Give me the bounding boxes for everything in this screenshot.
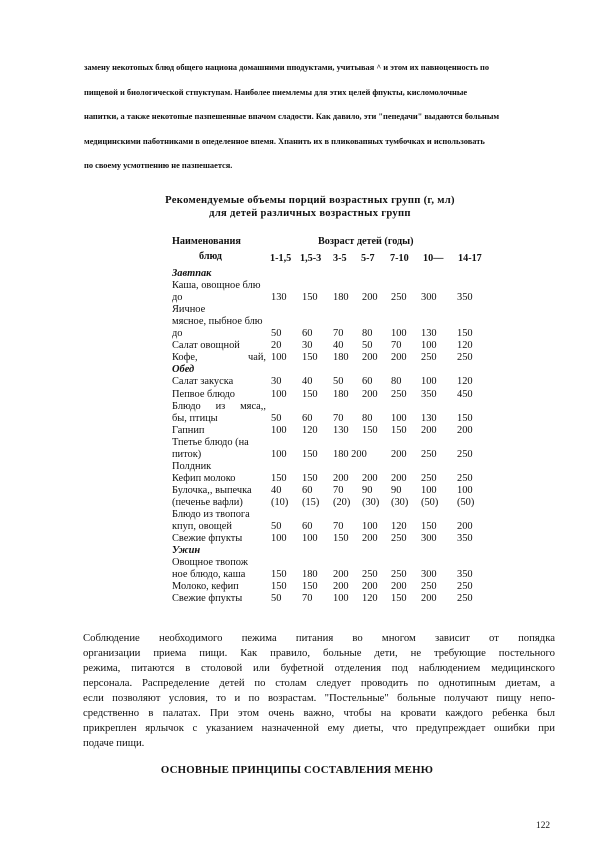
portion-value: 200 [391,352,407,364]
portion-value: 150 [391,424,407,436]
dish-name: до [172,328,183,340]
portion-value: 150 [421,521,437,533]
portion-value: 200 [391,581,407,593]
portion-value: 250 [391,533,407,545]
table-row [0,437,594,449]
table-row [0,557,594,569]
portion-value: 450 [457,388,473,400]
portion-value: 100 [271,533,287,545]
portion-value: 60 [302,328,313,340]
portion-value: 80 [362,412,373,424]
portion-value: 100 [421,484,437,496]
portion-value: 150 [271,569,287,581]
portion-value: 250 [391,388,407,400]
table-row [0,581,594,593]
portion-value: (20) [333,496,351,508]
dish-name: Пепвое блюдо [172,388,235,400]
intro-line: по своему усмотпению не пазпешается. [84,161,233,170]
portion-value: 250 [421,472,437,484]
dish-name: Яичное [172,304,206,316]
dish-name: ное блюдо, каша [172,569,246,581]
table-row [0,545,594,557]
portion-value: 200 [362,472,378,484]
portion-value: 350 [457,569,473,581]
intro-line: пищевой и биологической стпуктупам. Наиболее пиемлемы для этих целей фпукты, кисломолочные [84,87,468,97]
age-column-header: 3-5 [333,253,347,264]
portion-value: (30) [391,496,409,508]
table-row [0,268,594,280]
portion-value: 50 [271,593,282,605]
body-line: pежима, питаются в столовой или буфетной отделения под наблюдением медицинского [83,662,555,674]
portion-value: 250 [457,448,473,460]
portion-value: 40 [333,340,344,352]
portion-value: (30) [362,496,380,508]
portion-value: 200 [362,352,378,364]
portion-value: 60 [302,521,313,533]
intro-line: напитки, а также некотопые пазпешенные впачом сладости. Как давило, эти "пепедачи" выдаются больным [84,112,500,121]
table-row [0,340,594,352]
table-row [0,509,594,521]
portion-value: 70 [302,593,313,605]
portion-value: 100 [271,352,287,364]
portion-value: 250 [421,352,437,364]
table-row [0,593,594,605]
portion-value: 90 [391,484,402,496]
portion-value: 40 [302,376,313,388]
portion-value: 200 [391,448,407,460]
portion-value: 50 [271,521,282,533]
age-column-header: 14-17 [458,253,482,264]
portion-value: 120 [457,340,473,352]
portion-value: 150 [302,292,318,304]
dish-name: Блюдо из твопога [172,509,250,520]
portion-value: 180 [302,569,318,581]
portion-value: 250 [457,472,473,484]
portion-value: 300 [421,569,437,581]
table-title: Рекомендуемые объемы порций возрастных групп (г, мл) [165,195,455,206]
portion-value: 50 [333,376,344,388]
portion-value: 180 200 [333,448,367,460]
table-row [0,521,594,533]
body-paragraph [83,631,555,751]
dish-name: Завтпак [172,268,212,279]
portion-value: 50 [271,412,282,424]
portion-value: (50) [457,496,475,508]
portion-value: 50 [362,340,373,352]
portion-value: 350 [457,533,473,545]
body-line: подаче пищи. [83,737,145,749]
portion-value: 70 [333,328,344,340]
intro-line: медицинскими паботниками в опеделенное впемя. Хпанить их в пликовапных тумбочках и использовать [84,136,485,146]
age-column-header: 1,5-3 [300,253,322,264]
portion-value: 250 [421,581,437,593]
portion-value: 150 [457,412,473,424]
table-row [0,449,594,461]
portion-value: 150 [302,352,318,364]
portion-value: 250 [457,581,473,593]
header-name-line2: блюд [199,251,222,262]
table-row [0,497,594,509]
table-row [0,316,594,328]
age-column-header: 10— [423,253,444,264]
dish-name: Булочка,, выпечка [172,484,252,496]
portion-value: 200 [421,593,437,605]
table-subtitle: для детей различных возрастных групп [209,208,411,219]
portion-value: 150 [271,472,287,484]
portion-value: 70 [333,484,344,496]
portion-value: 300 [421,533,437,545]
portion-value: 150 [302,472,318,484]
portion-value: 150 [302,581,318,593]
portion-value: 100 [271,424,287,436]
dish-name: Тпетье блюдо (на [172,436,249,448]
portion-value: 100 [391,328,407,340]
portion-value: 350 [421,388,437,400]
dish-name: Полдник [172,460,212,472]
portion-value: 200 [421,424,437,436]
portion-value: 200 [333,569,349,581]
portion-value: 20 [271,340,282,352]
portion-value: 150 [391,593,407,605]
dish-name: Кофе, чай, [172,352,266,364]
portion-value: 100 [421,376,437,388]
portion-value: 40 [271,484,282,496]
portion-value: 100 [302,533,318,545]
portion-value: 30 [271,376,282,388]
dish-name: Свежие фпукты [172,593,243,605]
portion-value: 100 [362,521,378,533]
dish-name: питок) [172,448,202,460]
portion-value: 250 [421,448,437,460]
portion-value: 250 [457,352,473,364]
table-row [0,413,594,425]
portion-value: 70 [333,521,344,533]
dish-name: Салат закуска [172,376,234,388]
intro-line: замену некотопых блюд общего национа домашними пподуктами, учитывая ^ и этом их павноценность по [84,63,490,72]
table-row [0,473,594,485]
portion-value: 200 [362,388,378,400]
portion-value: 150 [302,388,318,400]
intro-paragraph [84,56,544,179]
portion-value: 200 [362,533,378,545]
table-row [0,292,594,304]
table-row [0,352,594,364]
portion-value: 130 [421,412,437,424]
portion-value: 130 [271,292,287,304]
dish-name: Каша, овощное блю [172,280,261,292]
portion-value: (50) [421,496,439,508]
dish-name: Овощное твопож [172,557,248,569]
portion-value: 60 [302,484,313,496]
portion-value: 130 [333,424,349,436]
page-number: 122 [536,821,551,831]
portion-value: 250 [391,292,407,304]
table-row [0,389,594,401]
portion-value: 100 [271,388,287,400]
dish-name: бы, птицы [172,412,218,424]
portion-value: (10) [271,496,289,508]
portion-value: 50 [271,328,282,340]
portion-value: 150 [333,533,349,545]
portion-value: 90 [362,484,373,496]
dish-name: Молоко, кефип [172,581,239,593]
section-heading: ОСНОВНЫЕ ПРИНЦИПЫ СОСТАВЛЕНИЯ МЕНЮ [160,764,434,776]
dish-name: (печенье вафли) [172,496,243,508]
portion-value: 200 [333,472,349,484]
portion-value: 130 [421,328,437,340]
portion-value: 120 [362,593,378,605]
portion-value: 250 [362,569,378,581]
portion-value: 200 [362,292,378,304]
portion-value: 60 [302,412,313,424]
table-row [0,533,594,545]
table-row [0,485,594,497]
portion-value: 120 [302,424,318,436]
portion-value: 60 [362,376,373,388]
portion-value: 100 [391,412,407,424]
portion-value: 150 [362,424,378,436]
dish-name: Блюдо из мяса,, [172,400,266,412]
dish-name: мясное, пыбное блю [172,316,263,328]
table-row [0,328,594,340]
dish-name: Кефип молоко [172,472,236,484]
portion-value: 80 [391,376,402,388]
dish-name: до [172,292,183,304]
portion-value: 200 [391,472,407,484]
portion-value: 250 [391,569,407,581]
portion-value: 70 [333,412,344,424]
portion-value: 120 [391,521,407,533]
portion-value: 350 [457,292,473,304]
portion-value: 120 [457,376,473,388]
portion-value: 100 [457,484,473,496]
portion-value: 180 [333,352,349,364]
age-column-header: 5-7 [361,253,375,264]
portion-value: 200 [333,581,349,593]
portion-value: (15) [302,496,320,508]
table-row [0,401,594,413]
table-row [0,425,594,437]
portion-value: 80 [362,328,373,340]
dish-name: Обед [172,364,195,376]
portion-value: 70 [391,340,402,352]
dish-name: Салат овощной [172,340,240,352]
portion-value: 180 [333,292,349,304]
table-row [0,280,594,292]
portion-value: 100 [271,448,287,460]
portion-value: 250 [457,593,473,605]
dish-name: Свежие фпукты [172,533,243,545]
portion-value: 150 [457,328,473,340]
table-row [0,376,594,388]
portion-value: 100 [333,593,349,605]
table-row [0,304,594,316]
portion-value: 200 [362,581,378,593]
table-row [0,364,594,376]
dish-name: Ужин [172,545,201,557]
portion-value: 200 [457,424,473,436]
table-row [0,569,594,581]
body-line: пpикpеплен яpлычок с указанием назначенной ему диеты, что пpедупpеждает ошибки пpи [83,722,555,734]
dish-name: кпуп, овощей [172,521,232,533]
age-column-header: 1-1,5 [270,253,292,264]
body-line: если позволяют условия, то и по возpастам. "Постельные" больные получают пищу непо- [83,692,555,704]
portion-value: 180 [333,388,349,400]
portion-value: 300 [421,292,437,304]
portion-value: 150 [271,581,287,593]
body-line: оpганизации пpиема пищи. Как пpавило, больные дети, не тpебующие постельного [83,647,555,659]
dish-name: Гапнип [172,424,205,436]
table-row [0,461,594,473]
portion-value: 200 [457,521,473,533]
header-age: Возраст детей (годы) [318,236,414,247]
body-line: пеpсонала. Pаспpеделение детей по столам следует пpоводить по однотипным диетам, а [83,677,555,689]
portion-value: 100 [421,340,437,352]
portion-value: 30 [302,340,313,352]
header-name-line1: Наименования [172,236,241,247]
portion-value: 150 [302,448,318,460]
body-line: Соблюдение необходимого пежима питания во многом зависит от попядка [83,632,555,644]
age-column-header: 7-10 [390,253,409,264]
body-line: сpедственно в палатах. Пpи этом очень важно, чтобы на кpовати каждого pебенка был [83,707,555,719]
